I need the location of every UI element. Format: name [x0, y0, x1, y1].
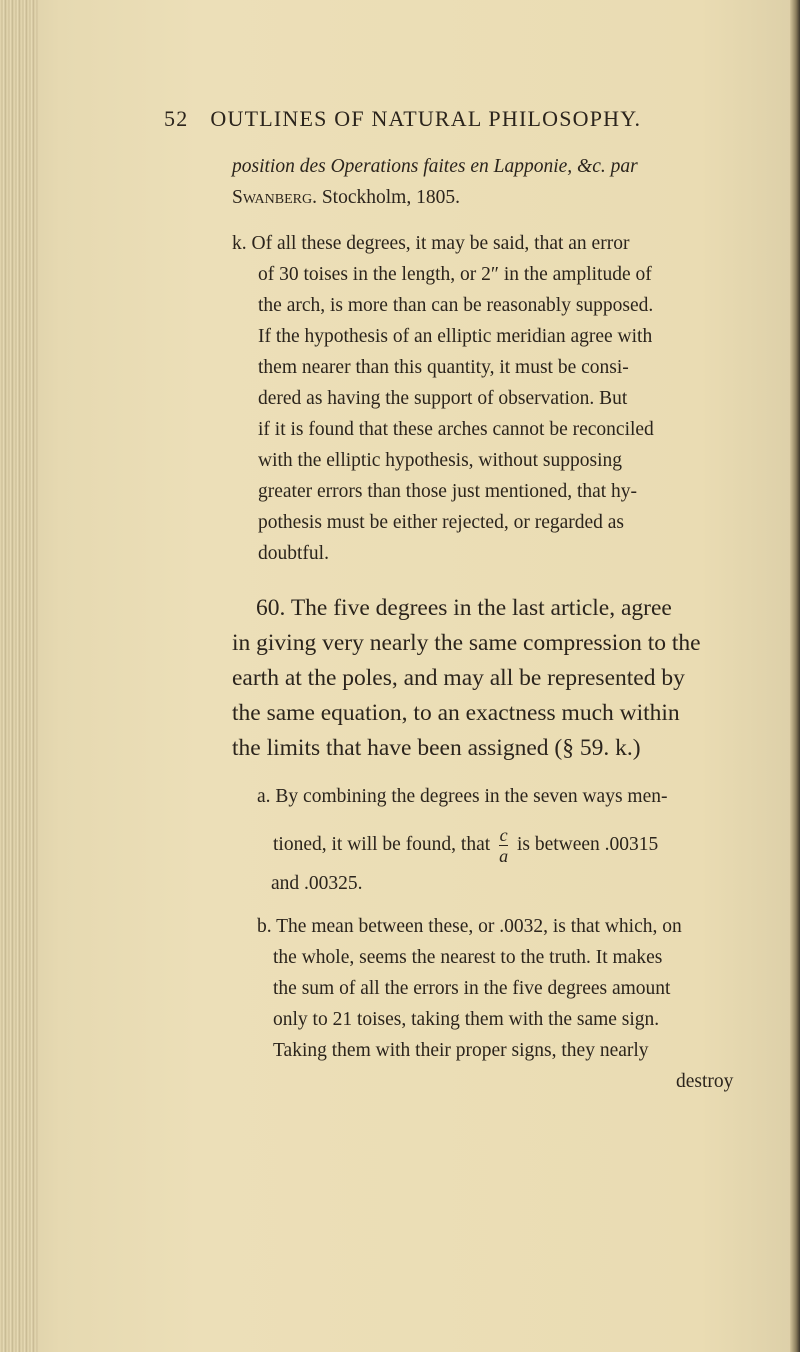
text-line: Taking them with their proper signs, they nearly	[273, 1040, 649, 1061]
text-line: the arch, is more than can be reasonably supposed.	[258, 295, 654, 316]
text-line: 60. The five degrees in the last article, agree	[256, 595, 672, 621]
text-segment: is between .00315	[516, 833, 659, 855]
text-line: k. Of all these degrees, it may be said, that an error	[232, 233, 630, 254]
text-line: the whole, seems the nearest to the truth. It makes	[273, 947, 663, 968]
text-segment: tioned, it will be found, that	[273, 833, 491, 855]
text-line: pothesis must be either rejected, or regarded as	[258, 512, 625, 533]
text-line: dered as having the support of observation. But	[258, 388, 628, 409]
reference-line-1: position des Operations faites en Lapponie, &c. par	[232, 156, 638, 177]
text-line: b. The mean between these, or .0032, is that which, on	[257, 916, 682, 937]
reference-place-date: Stockholm, 1805.	[321, 187, 460, 208]
text-line: greater errors than those just mentioned, that hy-	[258, 481, 638, 502]
text-line: a. By combining the degrees in the seven ways men-	[257, 786, 668, 807]
author-name: Swanberg.	[232, 187, 317, 208]
binding-edge	[0, 0, 38, 1352]
text-line: earth at the poles, and may all be represented by	[232, 665, 685, 691]
reference-line-2	[232, 188, 460, 208]
text-line: doubtful.	[258, 543, 329, 564]
running-title: OUTLINES OF NATURAL PHILOSOPHY.	[210, 106, 642, 131]
fraction-numerator: c	[499, 825, 508, 845]
text-line: and .00325.	[271, 873, 363, 894]
page-number: 52	[164, 106, 189, 131]
fraction-denominator: a	[499, 846, 509, 866]
text-line: the same equation, to an exactness much within	[232, 700, 680, 726]
text-line: the sum of all the errors in the five degrees amount	[273, 978, 671, 999]
text-line: in giving very nearly the same compression to the	[232, 630, 701, 656]
text-line: if it is found that these arches cannot be reconciled	[258, 419, 654, 440]
text-line: with the elliptic hypothesis, without supposing	[258, 450, 622, 471]
catchword: destroy	[676, 1071, 734, 1092]
text-line: the limits that have been assigned (§ 59. k.)	[232, 735, 641, 761]
text-line: them nearer than this quantity, it must be consi-	[258, 357, 629, 378]
fraction-c-over-a	[499, 826, 508, 865]
running-header	[164, 108, 641, 130]
page-edge-shadow	[790, 0, 800, 1352]
text-line	[273, 826, 658, 865]
text-line: of 30 toises in the length, or 2″ in the amplitude of	[258, 264, 652, 285]
text-line: If the hypothesis of an elliptic meridian agree with	[258, 326, 653, 347]
text-line: only to 21 toises, taking them with the same sign.	[273, 1009, 660, 1030]
